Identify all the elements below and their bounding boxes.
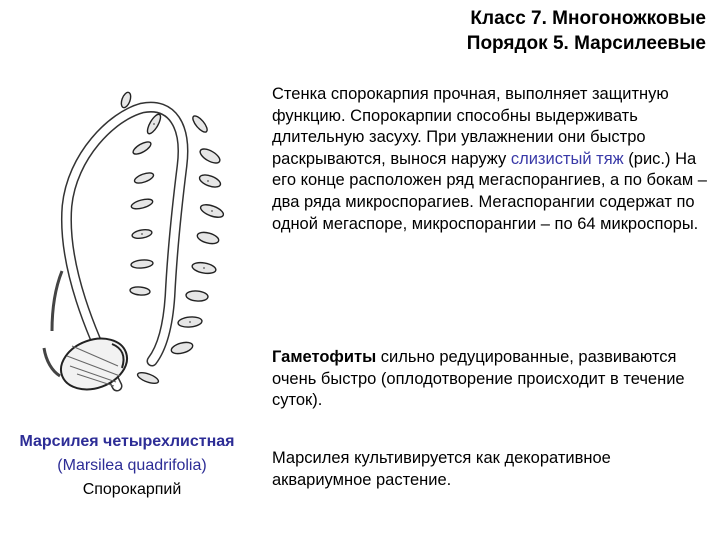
gametophyte-description xyxy=(272,347,712,412)
paragraph-text: сильно редуцированные, развиваются очень быстро (оплодотворение происходит в течение суток). xyxy=(272,348,685,410)
figure-caption xyxy=(0,430,264,502)
sporocarp-illustration xyxy=(22,86,262,426)
caption-latin-name: (Marsilea quadrifolia) xyxy=(57,457,207,474)
gametophytes-term: Гаметофиты xyxy=(272,348,377,366)
cultivation-note: Марсилея культивируется как декоративное аквариумное растение. xyxy=(272,449,611,489)
paragraph-text: Стенка спорокарпия прочная, выполняет защитную функцию. Спорокарпии способны выдерживать длительную засуху. При увлажнении они быстро раскрываются, вынося наружу xyxy=(272,85,669,168)
mucilaginous-cord-term: слизистый тяж xyxy=(510,149,624,168)
caption-subject: Спорокарпий xyxy=(82,481,182,498)
paragraph-text: (рис.) На его конце расположен ряд мегаспорангиев, а по бокам – два ряда микроспорагиев. Мегаспорангии содержат по одной мегаспоре, микроспорангии – по 64 микроспоры. xyxy=(272,149,707,233)
slide-title xyxy=(467,6,706,56)
stalk xyxy=(52,271,62,331)
sporocarp-description xyxy=(272,84,712,235)
title-class: Класс 7. Многоножковые xyxy=(470,8,706,29)
caption-species-name: Марсилея четырехлистная xyxy=(19,433,235,450)
title-order: Порядок 5. Марсилеевые xyxy=(466,33,706,54)
